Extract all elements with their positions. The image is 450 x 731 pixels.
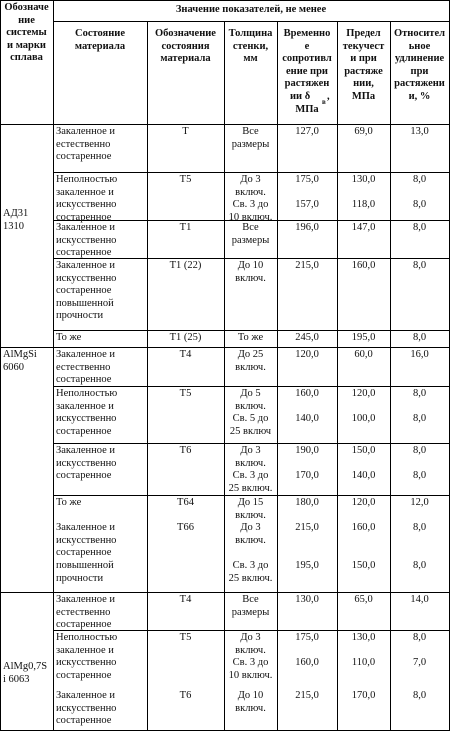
tensile-value: 190,0 [295,445,319,456]
header-bottom-border [0,124,450,125]
thickness-text: Все [242,126,259,137]
elong-value: 8,0 [412,174,427,185]
state-text: искусственно [56,199,117,211]
elong-value: 8,0 [412,632,427,643]
yield-value: 100,0 [351,413,376,425]
system-group-divider [0,592,53,593]
tensile-value: 245,0 [295,332,319,343]
elong-value: 8,0 [412,690,427,701]
thickness-text: размеры [231,234,270,246]
thickness-text: включ. [235,702,266,714]
thickness-text: До 3 [240,522,261,534]
header-tensile: МПа [295,103,319,115]
state-text: закаленное и [56,186,114,198]
designation-code: T6 [179,690,192,701]
thickness-text: Св. 5 до [232,413,269,425]
state-text: Закаленное и [56,349,116,360]
row-divider [53,172,449,173]
state-text: повышенной [56,297,114,309]
thickness-text: Св. 3 до [232,560,269,571]
state-text: естественно [56,361,111,373]
state-text: прочности [56,572,104,584]
header-yield: текучест [342,40,385,52]
state-text: состаренное [56,374,112,386]
tensile-value: 160,0 [295,388,319,399]
thickness-text: Св. 3 до [232,657,269,669]
header-thickness: мм [243,53,258,65]
header-tensile: Временно [283,28,331,39]
state-text: То же [56,497,82,508]
elong-value: 8,0 [412,522,427,534]
tensile-value: 175,0 [295,174,319,185]
state-text: состаренное [56,715,112,727]
tensile-value: 157,0 [295,199,319,211]
header-span-divider [53,21,449,22]
thickness-text: Св. 3 до [232,199,269,211]
header-tensile: растяжен [284,78,330,90]
state-text: состаренное [56,470,112,482]
state-text: состаренное [56,211,112,223]
row-divider [53,330,449,331]
state-text: естественно [56,138,111,150]
state-text: искусственно [56,457,117,469]
thickness-text: До 10 [237,260,264,271]
yield-value: 140,0 [351,470,376,482]
elong-value: 14,0 [410,594,429,605]
designation-code: T1 (25) [169,332,202,343]
thickness-text: 25 включ [229,425,272,437]
designation-code: T1 (22) [169,260,202,271]
elong-value: 8,0 [412,199,427,211]
designation-code: T1 [179,222,192,233]
designation-code: T64 [177,497,194,508]
tensile-value: 160,0 [295,657,319,669]
system-group-divider [0,347,53,348]
tensile-value: 170,0 [295,470,319,482]
state-text: искусственно [56,657,117,669]
state-text: состаренное [56,285,112,297]
yield-value: 120,0 [351,388,376,399]
designation-code: T5 [179,632,192,643]
yield-value: 150,0 [351,560,376,571]
row-divider [53,386,449,387]
yield-value: 130,0 [351,174,376,185]
header-system: ние [18,14,35,26]
thickness-text: 10 включ. [228,669,273,681]
elong-value: 8,0 [412,560,427,571]
thickness-text: включ. [235,534,266,546]
state-text: Закаленное и [56,594,116,605]
header-yield: растяже [344,65,383,77]
tensile-value: 127,0 [295,126,319,137]
thickness-text: До 15 [237,497,264,508]
tensile-value: 196,0 [295,222,319,233]
tensile-value: 130,0 [295,594,319,605]
thickness-text: Св. 3 до [232,470,269,482]
system-name: 6060 [3,362,24,373]
column-divider [53,0,54,731]
header-designation: Обозначение [155,28,216,39]
yield-value: 118,0 [351,199,376,211]
state-text: естественно [56,606,111,618]
system-name: AlMg0,7S [3,661,48,672]
elong-value: 8,0 [412,470,427,482]
state-text: Закаленное и [56,522,116,534]
thickness-text: До 3 [240,174,261,185]
state-text: состаренное [56,247,112,259]
tensile-value: 215,0 [295,690,319,701]
header-elongation: удлинение [394,53,445,65]
tensile-value: 215,0 [295,522,319,534]
header-system: сплава [10,52,43,64]
designation-code: T5 [179,174,192,185]
row-divider [53,630,449,631]
state-text: Неполностью [56,388,118,399]
elong-value: 8,0 [412,260,427,271]
header-thickness: Толщина [228,28,273,39]
elong-value: 16,0 [410,349,429,360]
header-elongation: при [410,65,429,77]
state-text: закаленное и [56,400,114,412]
thickness-text: То же [237,332,264,343]
state-text: состаренное [56,547,112,559]
system-name: АД31 [3,208,29,219]
header-tensile: , [327,91,330,102]
thickness-text: 10 включ. [228,211,273,223]
elong-value: 13,0 [410,126,429,137]
yield-value: 160,0 [351,260,376,271]
thickness-text: включ. [235,509,266,521]
yield-value: 150,0 [351,445,376,456]
thickness-text: До 25 [237,349,264,360]
header-tensile: ии δ [290,91,311,102]
header-values-span: Значение показателей, не менее [175,4,327,15]
thickness-text: включ. [235,186,266,198]
thickness-text: До 10 [237,690,264,701]
tensile-value: 180,0 [295,497,319,508]
thickness-text: 25 включ. [228,572,273,584]
state-text: искусственно [56,413,117,425]
elong-value: 8,0 [412,332,427,343]
table-border-top [0,0,450,1]
state-text: Закаленное и [56,222,116,233]
system-name: i 6063 [3,674,30,685]
row-divider [53,347,449,348]
row-divider [53,258,449,259]
thickness-text: включ. [235,457,266,469]
thickness-text: 25 включ. [228,482,273,494]
header-elongation: растяжени [394,78,445,90]
header-yield: нии, [353,78,374,90]
designation-code: T [182,126,189,137]
elong-value: 7,0 [412,657,427,669]
elong-value: 8,0 [412,388,427,399]
tensile-value: 215,0 [295,260,319,271]
state-text: Закаленное и [56,260,116,271]
elong-value: 8,0 [412,413,427,425]
state-text: состаренное [56,669,112,681]
state-text: состаренное [56,619,112,631]
yield-value: 69,0 [354,126,373,137]
header-system: и марки [7,39,46,51]
yield-value: 65,0 [354,594,373,605]
table-border-left [0,0,1,731]
state-text: Неполностью [56,632,118,643]
header-state: материала [74,40,126,52]
yield-value: 60,0 [354,349,373,360]
thickness-text: размеры [231,138,270,150]
header-thickness: стенки, [232,40,269,52]
state-text: Закаленное и [56,690,116,701]
thickness-text: включ. [235,400,266,412]
thickness-text: включ. [235,644,266,656]
yield-value: 170,0 [351,690,376,701]
header-tensile: ение при [286,65,328,77]
thickness-text: включ. [235,272,266,284]
row-divider [53,592,449,593]
elong-value: 8,0 [412,445,427,456]
thickness-text: Все [242,222,259,233]
header-yield: Предел [346,28,381,39]
yield-value: 160,0 [351,522,376,534]
state-text: искусственно [56,234,117,246]
thickness-text: включ. [235,361,266,373]
elong-value: 8,0 [412,222,427,233]
designation-code: T4 [179,349,192,360]
header-state: Состояние [74,28,125,39]
header-elongation: Относител [393,28,446,39]
state-text: прочности [56,310,104,322]
designation-code: T4 [179,594,192,605]
thickness-text: До 3 [240,445,261,456]
header-system: Обозначе [4,2,49,13]
state-text: искусственно [56,702,117,714]
system-name: AlMgSi [3,349,37,360]
tensile-value: 140,0 [295,413,319,425]
state-text: искусственно [56,272,117,284]
state-text: закаленное и [56,644,114,656]
state-text: То же [56,332,82,343]
header-tensile-subscript: в [322,98,326,106]
state-text: состаренное [56,425,112,437]
system-name: 1310 [3,221,24,232]
header-elongation: ьное [408,40,431,52]
state-text: Неполностью [56,174,118,185]
tensile-value: 120,0 [295,349,319,360]
state-text: состаренное [56,151,112,163]
header-designation: состояния [161,40,210,52]
elong-value: 12,0 [410,497,429,508]
yield-value: 110,0 [351,657,376,669]
designation-code: T5 [179,388,192,399]
thickness-text: До 5 [240,388,261,399]
yield-value: 147,0 [351,222,376,233]
row-divider [53,443,449,444]
designation-code: T66 [177,522,194,534]
designation-code: T6 [179,445,192,456]
header-yield: и при [350,53,377,65]
header-yield: МПа [351,91,376,102]
thickness-text: размеры [231,606,270,618]
header-tensile: сопротивл [282,53,332,65]
header-designation: материала [160,53,211,65]
yield-value: 195,0 [351,332,376,343]
thickness-text: Все [242,594,259,605]
tensile-value: 175,0 [295,632,319,643]
state-text: Закаленное и [56,126,116,137]
header-system: системы [6,27,47,39]
thickness-text: До 3 [240,632,261,643]
header-tensile: е [304,40,310,52]
tensile-value: 195,0 [295,560,319,571]
yield-value: 120,0 [351,497,376,508]
state-text: Закаленное и [56,445,116,456]
state-text: искусственно [56,534,117,546]
yield-value: 130,0 [351,632,376,643]
header-elongation: и, % [408,91,431,102]
state-text: повышенной [56,560,114,571]
